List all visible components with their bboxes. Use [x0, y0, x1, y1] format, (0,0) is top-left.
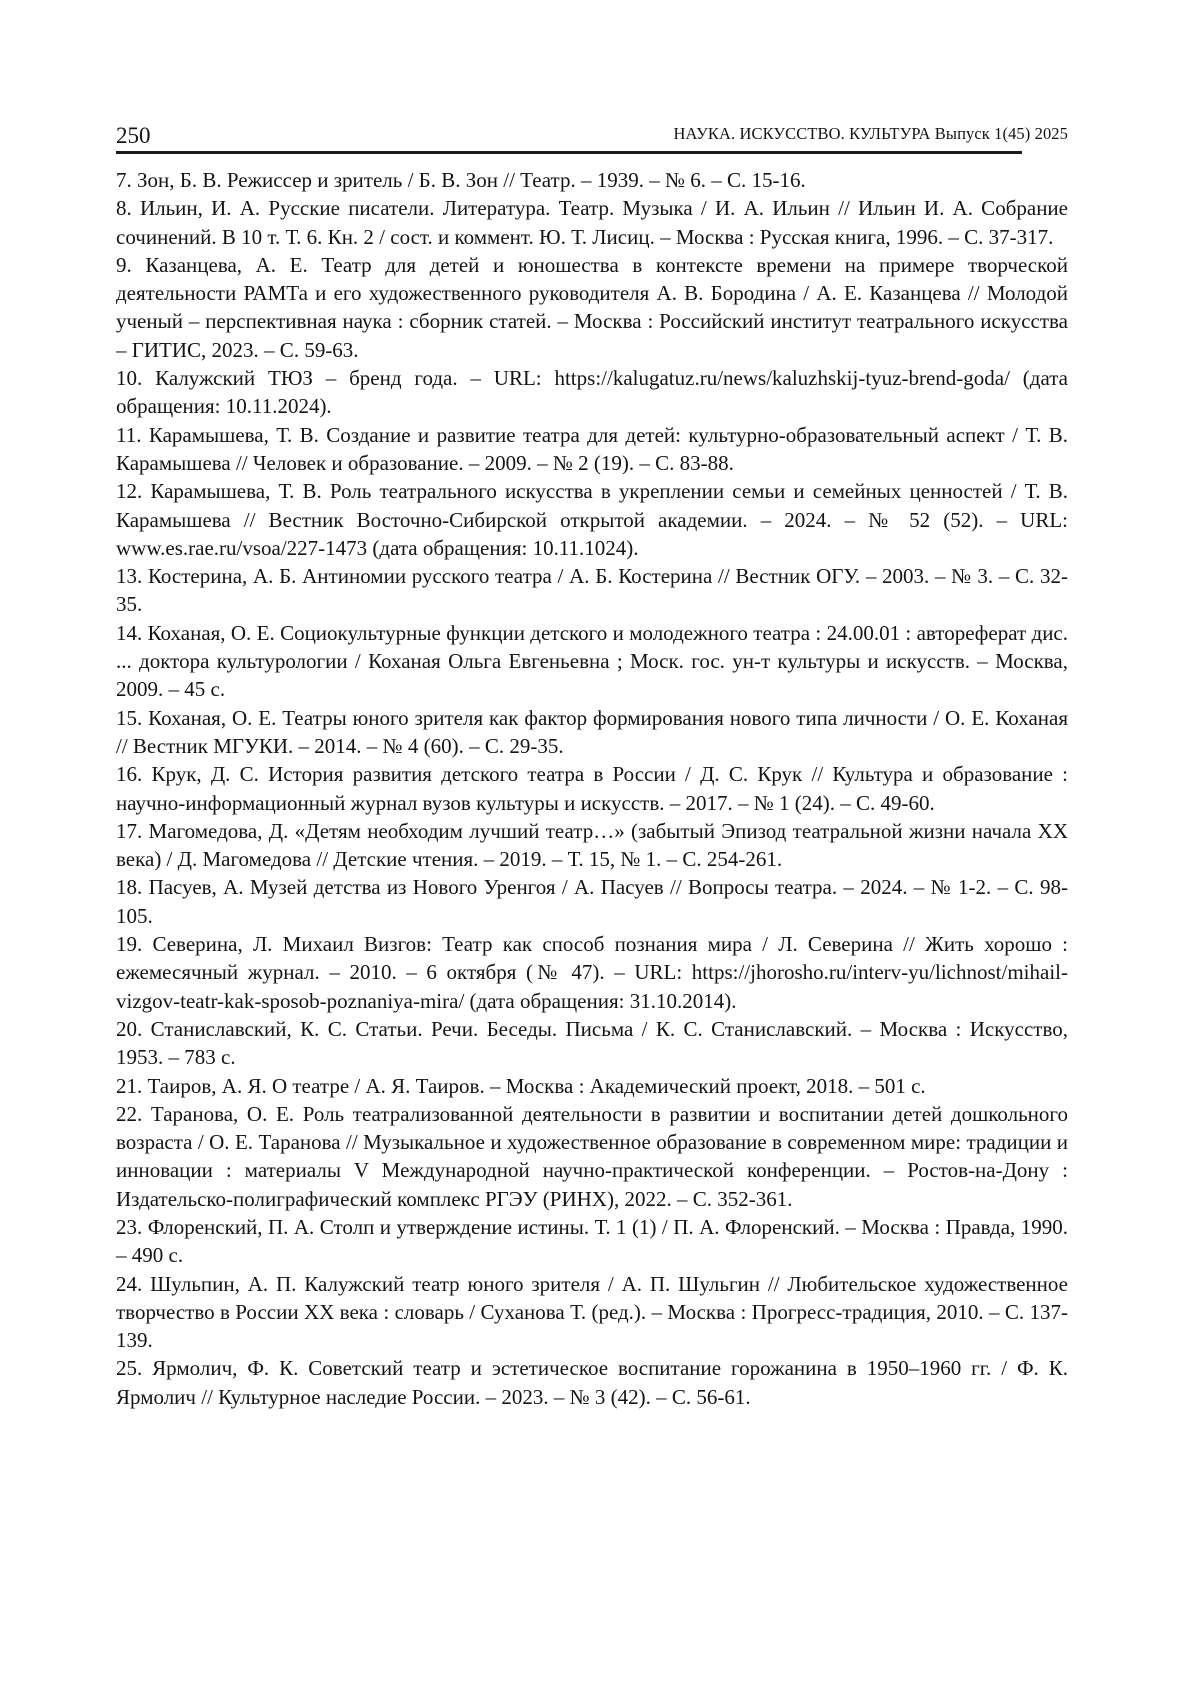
reference-item: 21. Таиров, А. Я. О театре / А. Я. Таиров. – Москва : Академический проект, 2018. – 501 с. [116, 1072, 1068, 1100]
reference-item: 25. Ярмолич, Ф. К. Советский театр и эстетическое воспитание горожанина в 1950–1960 гг. / Ф. К. Ярмолич // Культурное наследие России. – 2023. – № 3 (42). – С. 56-61. [116, 1354, 1068, 1411]
reference-item: 13. Костерина, А. Б. Антиномии русского театра / А. Б. Костерина // Вестник ОГУ. – 2003. – № 3. – С. 32-35. [116, 562, 1068, 619]
reference-item: 15. Коханая, О. Е. Театры юного зрителя как фактор формирования нового типа личности / О. Е. Коханая // Вестник МГУКИ. – 2014. – № 4 (60). – С. 29-35. [116, 704, 1068, 761]
running-title: НАУКА. ИСКУССТВО. КУЛЬТУРА Выпуск 1(45) 2025 [674, 122, 1068, 146]
reference-item: 12. Карамышева, Т. В. Роль театрального искусства в укреплении семьи и семейных ценностей / Т. В. Карамышева // Вестник Восточно-Сибирской открытой академии. – 2024. – № 52 (52). – URL: www.es.rae.ru/vsoa/227-1473 (дата обращения: 10.11.1024). [116, 477, 1068, 562]
reference-item: 9. Казанцева, А. Е. Театр для детей и юношества в контексте времени на примере творческой деятельности РАМТа и его художественного руководителя А. В. Бородина / А. Е. Казанцева // Молодой ученый – перспективная наука : сборник статей. – Москва : Российский институт театрального искусства – ГИТИС, 2023. – С. 59-63. [116, 251, 1068, 364]
reference-item: 20. Станиславский, К. С. Статьи. Речи. Беседы. Письма / К. С. Станиславский. – Москва : Искусство, 1953. – 783 с. [116, 1015, 1068, 1072]
reference-item: 23. Флоренский, П. А. Столп и утверждение истины. Т. 1 (1) / П. А. Флоренский. – Москва : Правда, 1990. – 490 с. [116, 1213, 1068, 1270]
page-header [116, 120, 1068, 152]
reference-item: 11. Карамышева, Т. В. Создание и развитие театра для детей: культурно-образовательный аспект / Т. В. Карамышева // Человек и образование. – 2009. – № 2 (19). – С. 83-88. [116, 421, 1068, 478]
reference-item: 10. Калужский ТЮЗ – бренд года. – URL: https://kalugatuz.ru/news/kaluzhskij-tyuz-brend-goda/ (дата обращения: 10.11.2024). [116, 364, 1068, 421]
reference-item: 22. Таранова, О. Е. Роль театрализованной деятельности в развитии и воспитании детей дошкольного возраста / О. Е. Таранова // Музыкальное и художественное образование в современном мире: традиции и инновации : материалы V Международной научно-практической конференции. – Ростов-на-Дону : Издательско-полиграфический комплекс РГЭУ (РИНХ), 2022. – С. 352-361. [116, 1100, 1068, 1213]
reference-item: 14. Коханая, О. Е. Социокультурные функции детского и молодежного театра : 24.00.01 : автореферат дис. ... доктора культурологии / Коханая Ольга Евгеньевна ; Моск. гос. ун-т культуры и искусств. – Москва, 2009. – 45 с. [116, 619, 1068, 704]
reference-item: 7. Зон, Б. В. Режиссер и зритель / Б. В. Зон // Театр. – 1939. – № 6. – С. 15-16. [116, 166, 1068, 194]
reference-item: 24. Шульпин, А. П. Калужский театр юного зрителя / А. П. Шульгин // Любительское художественное творчество в России XX века : словарь / Суханова Т. (ред.). – Москва : Прогресс-традиция, 2010. – С. 137-139. [116, 1270, 1068, 1355]
reference-item: 17. Магомедова, Д. «Детям необходим лучший театр…» (забытый Эпизод театральной жизни начала XX века) / Д. Магомедова // Детские чтения. – 2019. – Т. 15, № 1. – С. 254-261. [116, 817, 1068, 874]
reference-item: 18. Пасуев, А. Музей детства из Нового Уренгоя / А. Пасуев // Вопросы театра. – 2024. – № 1-2. – С. 98-105. [116, 873, 1068, 930]
journal-page [0, 0, 1200, 1697]
header-rule [116, 151, 1022, 154]
reference-item: 16. Крук, Д. С. История развития детского театра в России / Д. С. Крук // Культура и образование : научно-информационный журнал вузов культуры и искусств. – 2017. – № 1 (24). – С. 49-60. [116, 760, 1068, 817]
reference-item: 8. Ильин, И. А. Русские писатели. Литература. Театр. Музыка / И. А. Ильин // Ильин И. А. Собрание сочинений. В 10 т. Т. 6. Кн. 2 / сост. и коммент. Ю. Т. Лисиц. – Москва : Русская книга, 1996. – С. 37-317. [116, 194, 1068, 251]
reference-list [116, 166, 1068, 1411]
reference-item: 19. Северина, Л. Михаил Визгов: Театр как способ познания мира / Л. Северина // Жить хорошо : ежемесячный журнал. – 2010. – 6 октября (№ 47). – URL: https://jhorosho.ru/interv-yu/lichnost/mihail-vizgov-teatr-kak-sposob-poznaniya-mira/ (дата обращения: 31.10.2014). [116, 930, 1068, 1015]
page-number: 250 [116, 122, 151, 150]
